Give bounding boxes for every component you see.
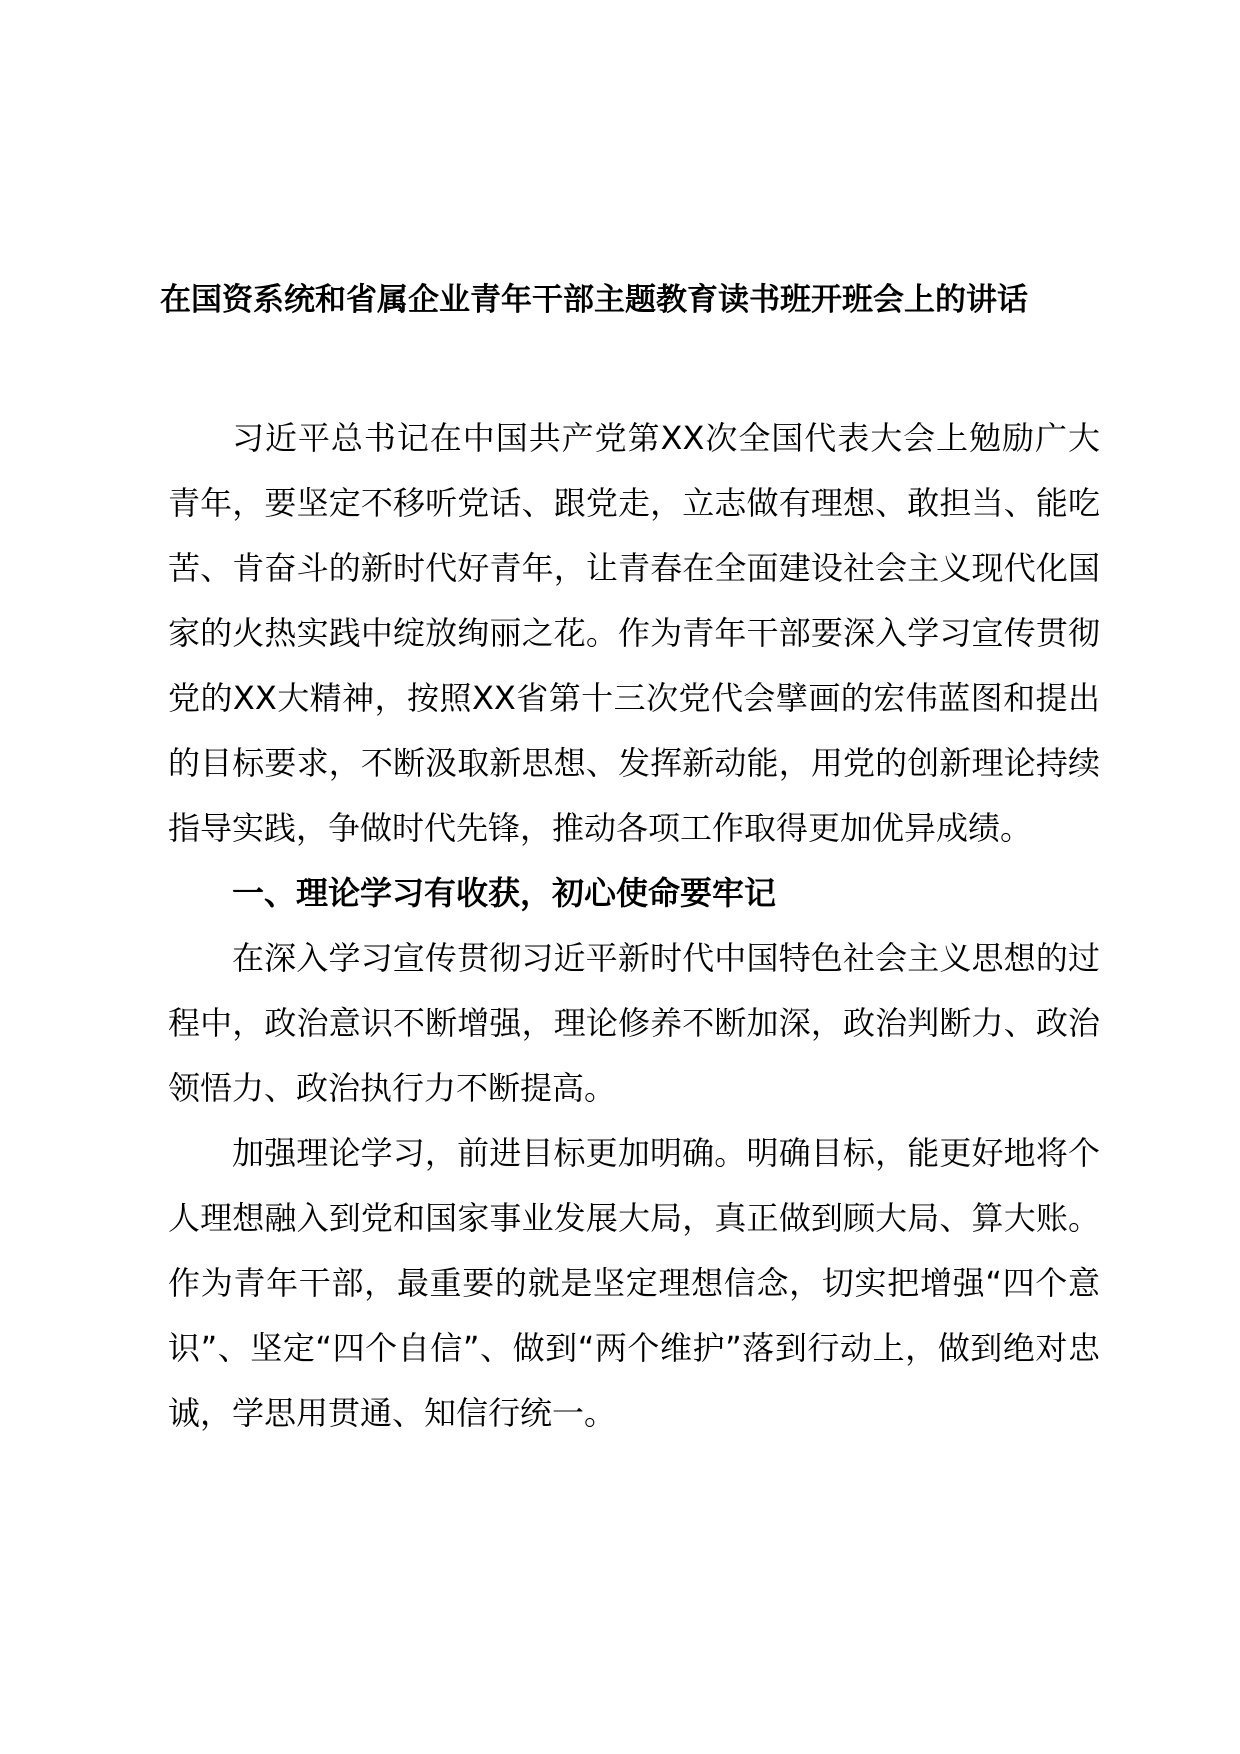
document-body [168,406,1100,1446]
document-title: 在国资系统和省属企业青年干部主题教育读书班开班会上的讲话 [160,282,1028,318]
section-paragraph: 加强理论学习，前进目标更加明确。明确目标，能更好地将个人理想融入到党和国家事业发展大局，真正做到顾大局、算大账。作为青年干部，最重要的就是坚定理想信念，切实把增强“四个意识”、坚定“四个自信”、做到“两个维护”落到行动上，做到绝对忠诚，学思用贯通、知信行统一。 [168,1134,1100,1432]
section-paragraph: 在深入学习宣传贯彻习近平新时代中国特色社会主义思想的过程中，政治意识不断增强，理论修养不断加深，政治判断力、政治领悟力、政治执行力不断提高。 [168,939,1100,1107]
section-heading: 一、理论学习有收获，初心使命要牢记 [232,874,777,912]
intro-paragraph: 习近平总书记在中国共产党第XX次全国代表大会上勉励广大青年，要坚定不移听党话、跟党走，立志做有理想、敢担当、能吃苦、肯奋斗的新时代好青年，让青春在全面建设社会主义现代化国家的火热实践中绽放绚丽之花。作为青年干部要深入学习宣传贯彻党的XX大精神，按照XX省第十三次党代会擘画的宏伟蓝图和提出的目标要求，不断汲取新思想、发挥新动能，用党的创新理论持续指导实践，争做时代先锋，推动各项工作取得更加优异成绩。 [168,419,1100,847]
